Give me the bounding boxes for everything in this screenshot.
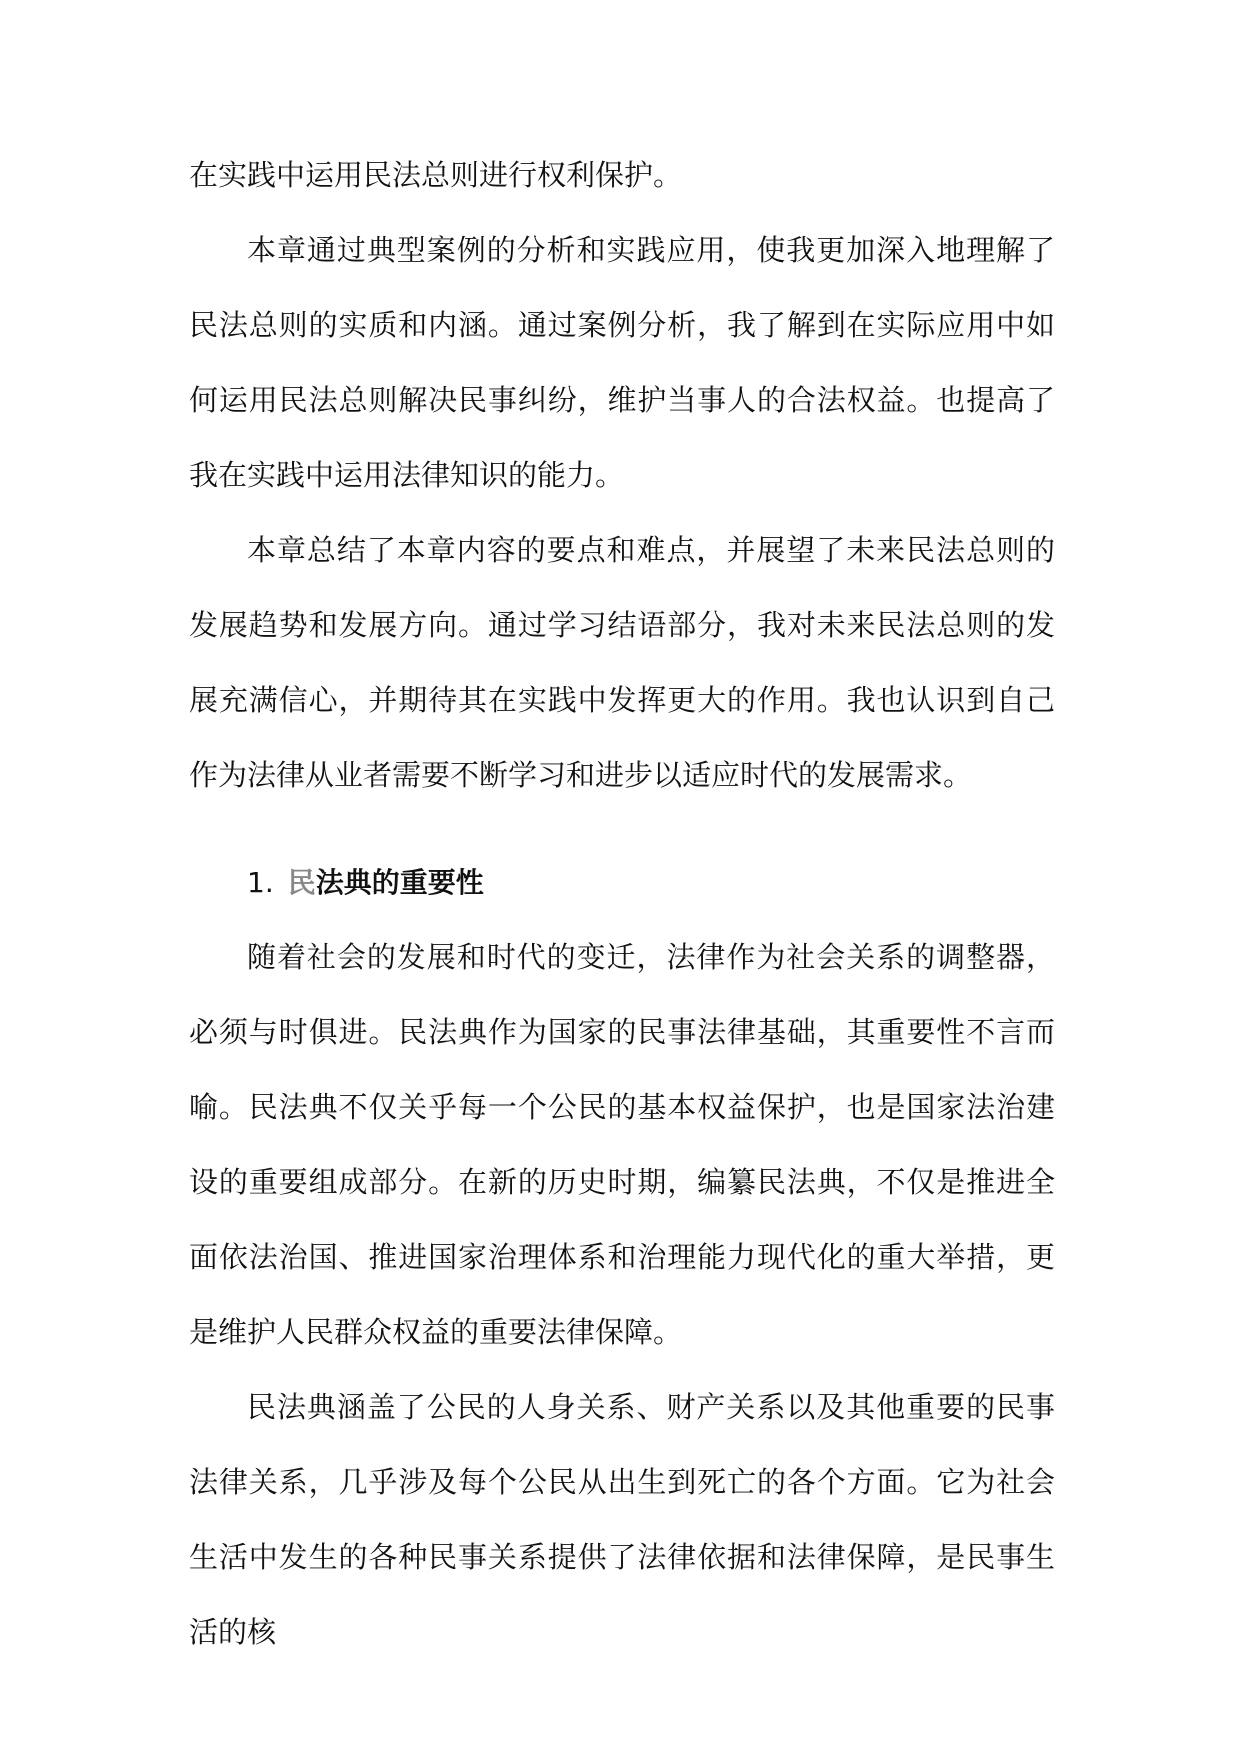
section-number: 1. bbox=[247, 866, 274, 899]
section-title-first-char: 民 bbox=[287, 866, 316, 899]
paragraph-chapter-summary: 本章总结了本章内容的要点和难点，并展望了未来民法总则的发展趋势和发展方向。通过学习结语部分，我对未来民法总则的发展充满信心，并期待其在实践中发挥更大的作用。我也认识到自己作为法律从业者需要不断学习和进步以适应时代的发展需求。 bbox=[189, 533, 1055, 792]
paragraph-coverage: 民法典涵盖了公民的人身关系、财产关系以及其他重要的民事法律关系，几乎涉及每个公民从出生到死亡的各个方面。它为社会生活中发生的各种民事关系提供了法律依据和法律保障，是民事生活的核 bbox=[189, 1390, 1055, 1649]
paragraph-case-analysis: 本章通过典型案例的分析和实践应用，使我更加深入地理解了民法总则的实质和内涵。通过案例分析，我了解到在实际应用中如何运用民法总则解决民事纠纷，维护当事人的合法权益。也提高了我在实践中运用法律知识的能力。 bbox=[189, 233, 1055, 492]
document-body bbox=[189, 138, 1055, 1670]
section-heading bbox=[189, 845, 1055, 920]
paragraph-importance: 随着社会的发展和时代的变迁，法律作为社会关系的调整器，必须与时俱进。民法典作为国家的民事法律基础，其重要性不言而喻。民法典不仅关乎每一个公民的基本权益保护，也是国家法治建设的重要组成部分。在新的历史时期，编纂民法典，不仅是推进全面依法治国、推进国家治理体系和治理能力现代化的重大举措，更是维护人民群众权益的重要法律保障。 bbox=[189, 940, 1055, 1349]
paragraph-continuation: 在实践中运用民法总则进行权利保护。 bbox=[189, 158, 683, 192]
section-title-rest: 法典的重要性 bbox=[315, 866, 484, 899]
